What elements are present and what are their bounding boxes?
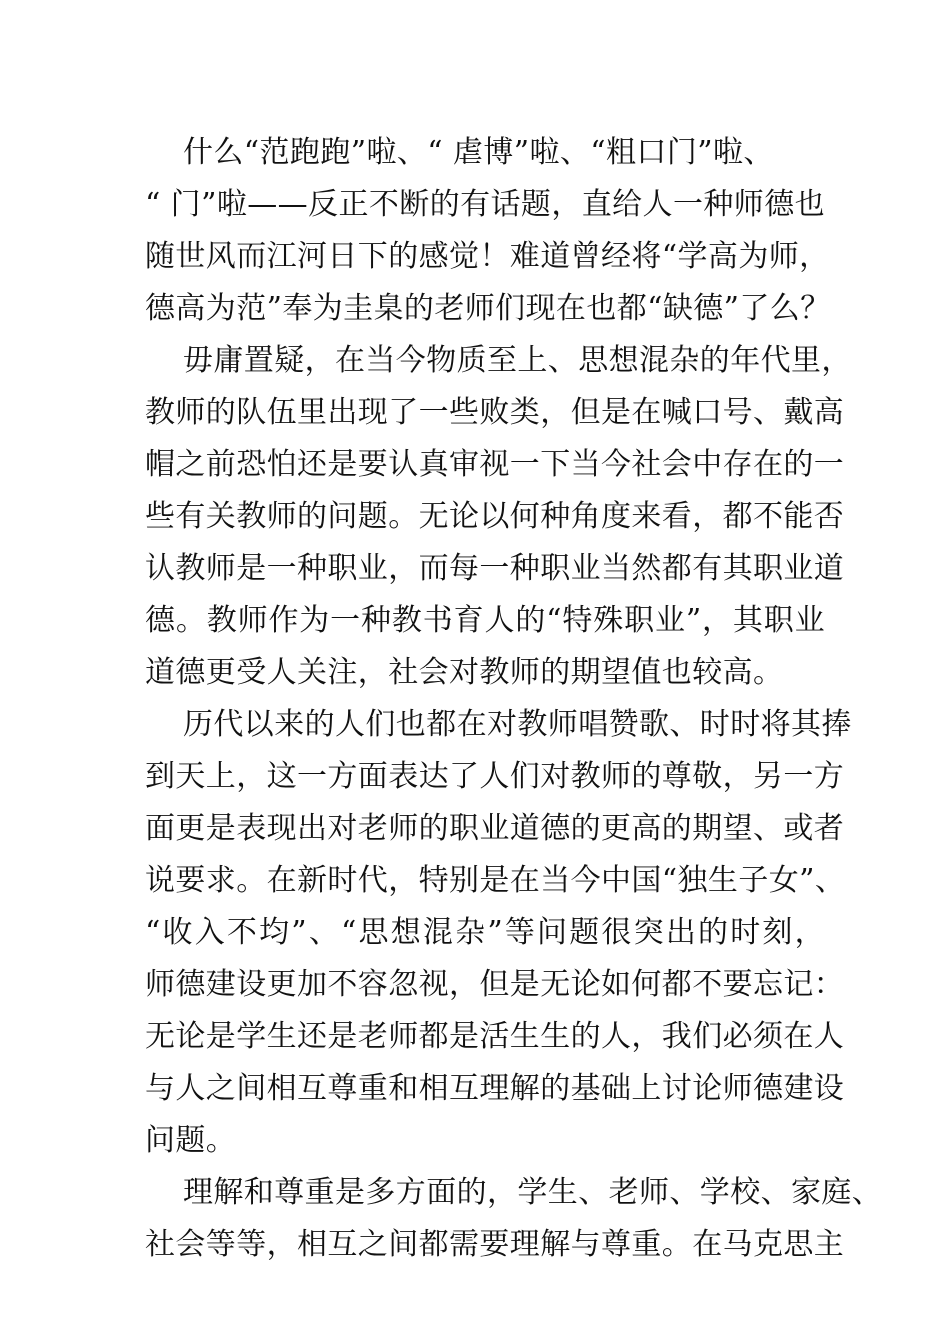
text-line: 德。教师作为一种教书育人的“特殊职业”，其职业 [145, 603, 825, 638]
text-line: 道德更受人关注，社会对教师的期望值也较高。 [145, 655, 784, 690]
text-line: 历代以来的人们也都在对教师唱赞歌、时时将其捧 [183, 707, 852, 742]
text-line: 社会等等，相互之间都需要理解与尊重。在马克思主 [145, 1227, 845, 1262]
text-line: 到天上，这一方面表达了人们对教师的尊敬，另一方 [145, 759, 845, 794]
text-line: 无论是学生还是老师都是活生生的人，我们必须在人 [145, 1019, 845, 1054]
text-line: 说要求。在新时代，特别是在当今中国“独生子女”、 [145, 863, 846, 898]
text-line: 毋庸置疑，在当今物质至上、思想混杂的年代里， [183, 343, 852, 378]
text-line: “收入不均”、“思想混杂”等问题很突出的时刻， [145, 915, 825, 950]
text-line: 些有关教师的问题。无论以何种角度来看，都不能否 [145, 499, 845, 534]
text-line: 面更是表现出对老师的职业道德的更高的期望、或者 [145, 811, 845, 846]
text-line: 认教师是一种职业，而每一种职业当然都有其职业道 [145, 551, 845, 586]
text-line: 什么“范跑跑”啦、“ 虐博”啦、“粗口门”啦、 [183, 135, 774, 170]
text-line: 德高为范”奉为圭臬的老师们现在也都“缺德”了么？ [145, 291, 831, 326]
text-line: 帽之前恐怕还是要认真审视一下当今社会中存在的一 [145, 447, 845, 482]
text-line: 师德建设更加不容忽视，但是无论如何都不要忘记： [145, 967, 845, 1002]
text-line: 教师的队伍里出现了一些败类，但是在喊口号、戴高 [145, 395, 845, 430]
text-line: 理解和尊重是多方面的，学生、老师、学校、家庭、 [183, 1175, 883, 1210]
text-line: 问题。 [145, 1123, 237, 1158]
text-line: 随世风而江河日下的感觉！难道曾经将“学高为师， [145, 239, 830, 274]
article-body [145, 127, 883, 1271]
text-line: 与人之间相互尊重和相互理解的基础上讨论师德建设 [145, 1071, 845, 1106]
text-line: “ 门”啦——反正不断的有话题，直给人一种师德也 [145, 187, 825, 222]
